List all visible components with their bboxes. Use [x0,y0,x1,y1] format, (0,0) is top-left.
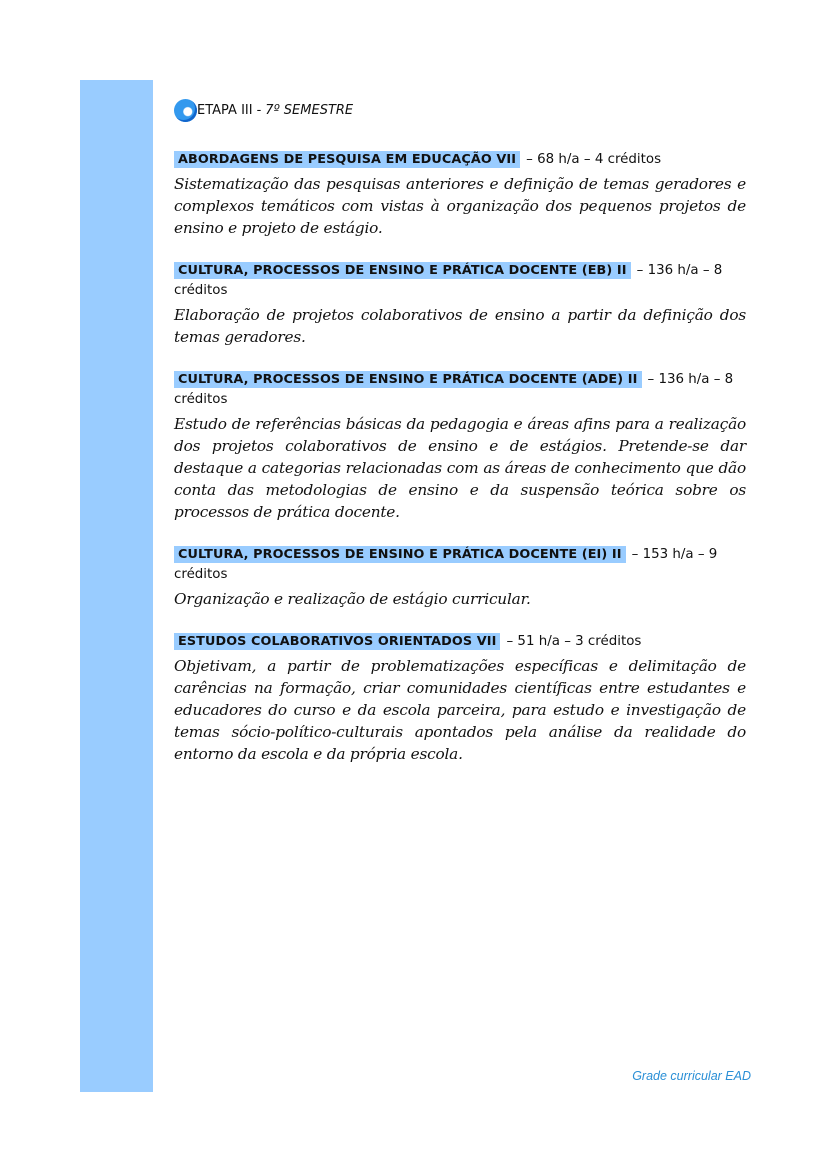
course-title: ABORDAGENS DE PESQUISA EM EDUCAÇÃO VII [174,151,520,168]
course-heading [174,370,746,410]
course-heading [174,261,746,301]
course-description: Sistematização das pesquisas anteriores e definição de temas geradores e complexos temáticos com vistas à organização dos pequenos projetos de ensino e projeto de estágio. [174,175,746,237]
course-title: CULTURA, PROCESSOS DE ENSINO E PRÁTICA DOCENTE (EB) II [174,262,631,279]
course-block [174,632,746,765]
course-description: Organização e realização de estágio curricular. [174,590,531,608]
course-hours: – 136 h/a – 8 créditos [174,372,734,407]
side-bar-decoration [80,80,153,1092]
course-block [174,545,746,610]
course-heading [174,545,746,585]
course-block [174,261,746,348]
course-hours: – 153 h/a – 9 créditos [174,547,718,582]
course-block [174,370,746,523]
stage-separator: - [256,102,262,118]
stage-header [174,98,746,122]
course-hours: – 51 h/a – 3 créditos [506,634,642,649]
course-block [174,150,746,239]
stage-semester: 7º SEMESTRE [265,102,354,118]
circle-bullet-icon [174,99,197,122]
course-hours: – 68 h/a – 4 créditos [526,152,662,167]
course-description: Estudo de referências básicas da pedagogia e áreas afins para a realização dos projetos colaborativos de ensino e de estágios. Pretende-se dar destaque a categorias relacionadas com as áreas de conhecimento que dão conta das metodologias de ensino e da suspensão teórica sobre os processos de prática docente. [174,415,746,521]
course-title: CULTURA, PROCESSOS DE ENSINO E PRÁTICA DOCENTE (EI) II [174,546,626,563]
course-title: CULTURA, PROCESSOS DE ENSINO E PRÁTICA DOCENTE (ADE) II [174,371,642,388]
course-hours: – 136 h/a – 8 créditos [174,263,723,298]
page-content [174,98,746,787]
course-heading [174,632,746,652]
course-heading [174,150,746,170]
stage-label: ETAPA III [197,102,253,118]
footer-caption: Grade curricular EAD [632,1069,751,1083]
course-title: ESTUDOS COLABORATIVOS ORIENTADOS VII [174,633,500,650]
course-description: Objetivam, a partir de problematizações específicas e delimitação de carências na formação, criar comunidades científicas entre estudantes e educadores do curso e da escola parceira, para estudo e investigação de temas sócio-político-culturais apontados pela análise da realidade do entorno da escola e da própria escola. [174,657,746,763]
course-description: Elaboração de projetos colaborativos de ensino a partir da definição dos temas geradores. [174,306,746,346]
